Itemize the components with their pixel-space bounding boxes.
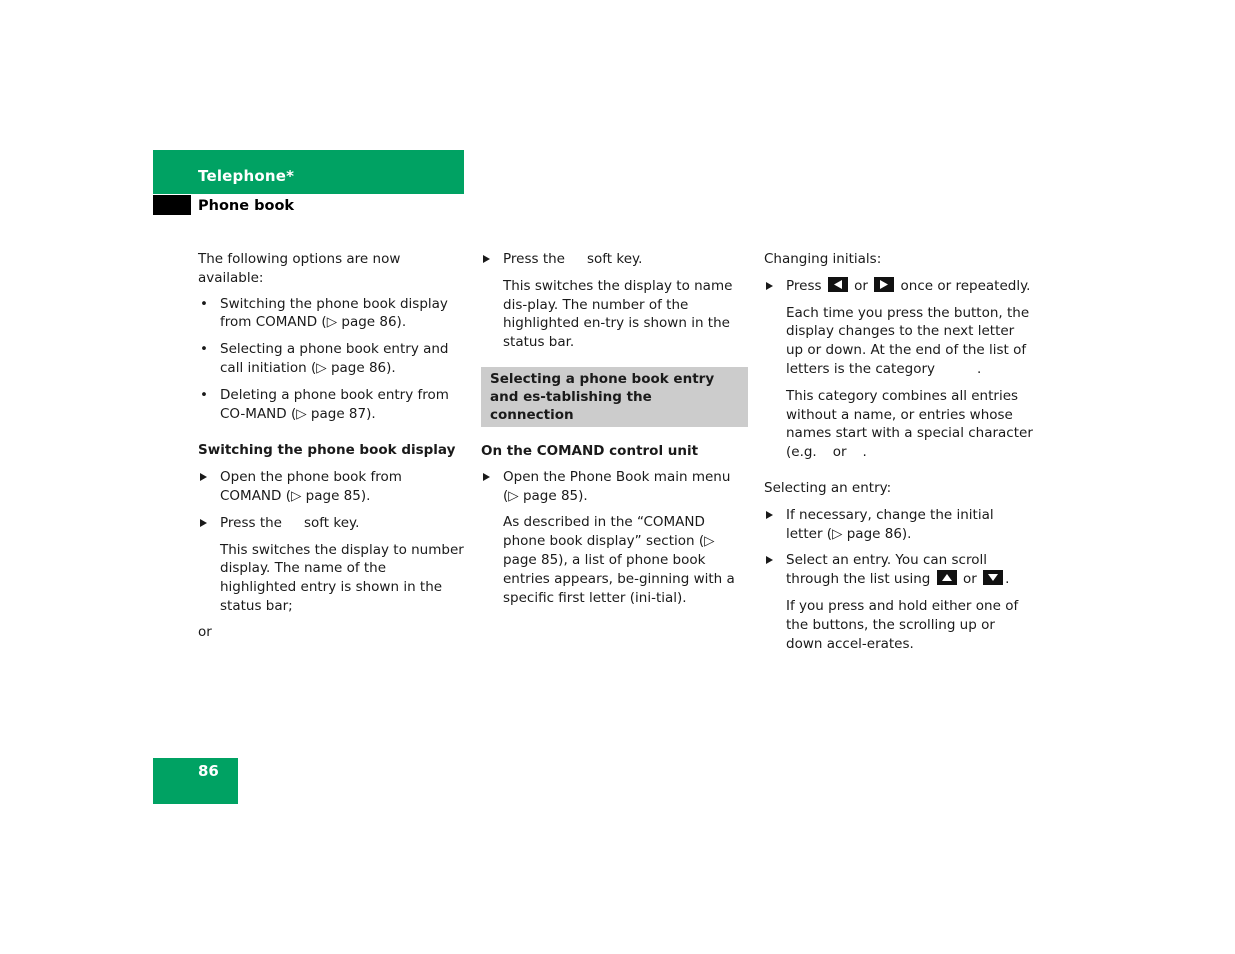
step-arrow-icon <box>483 473 490 481</box>
step-text-prefix: Select an entry. You can scroll through the list using <box>786 552 987 588</box>
instruction-step <box>764 551 1034 589</box>
step-text: Open the Phone Book main menu (▷ page 85). <box>503 468 731 504</box>
note-text: Each time you press the button, the display changes to the next letter up or down. At the end of the list of letters is the category <box>786 304 1030 377</box>
selecting-entry-label: Selecting an entry: <box>764 479 892 496</box>
step-text: Open the phone book from COMAND (▷ page 85). <box>220 469 402 504</box>
step-note: This switches the display to name dis-play. The number of the highlighted en-try is shown in the status bar. <box>503 277 733 351</box>
instruction-step <box>198 468 464 506</box>
instruction-step <box>198 514 464 533</box>
intro-text: The following options are now available: <box>198 251 401 286</box>
step-text-prefix: Press the <box>503 251 565 267</box>
step-text-end: . <box>1005 571 1010 588</box>
instruction-step <box>764 277 1034 296</box>
or-text: or <box>962 571 977 588</box>
step-arrow-icon <box>766 556 773 564</box>
instruction-step <box>481 250 747 269</box>
changing-initials-label: Changing initials: <box>764 251 882 267</box>
step-arrow-icon <box>766 282 773 290</box>
step-note: This switches the display to number display. The name of the highlighted entry is shown in the status bar; <box>220 541 464 614</box>
subsection-title: Phone book <box>198 198 295 214</box>
note-text-end: . <box>977 360 982 377</box>
down-arrow-key-icon <box>983 570 1003 585</box>
step-arrow-icon <box>766 511 773 519</box>
step-note <box>764 304 1034 379</box>
instruction-step <box>764 506 1034 544</box>
subsection-marker <box>153 195 191 215</box>
column-3 <box>764 250 1034 653</box>
step-text-suffix: once or repeatedly. <box>900 277 1031 294</box>
step-note <box>764 387 1034 462</box>
control-unit-heading: On the COMAND control unit <box>481 442 699 459</box>
note-text: This category combines all entries without a name, or entries whose names start with a special character (e.g. <box>786 387 1033 461</box>
bullet-item: • Selecting a phone book entry and call initiation (▷ page 86). <box>198 340 464 378</box>
step-note: As described in the “COMAND phone book display” section (▷ page 85), a list of phone book entries appears, be-ginning with a specific first letter (ini-tial). <box>503 514 735 606</box>
step-text: If necessary, change the initial letter (▷ page 86). <box>786 506 994 542</box>
up-arrow-key-icon <box>937 570 957 585</box>
step-text-prefix: Press the <box>220 514 282 531</box>
or-text: or <box>832 444 847 461</box>
or-text: or <box>198 623 212 640</box>
column-1 <box>198 250 464 642</box>
bullet-item: • Switching the phone book display from COMAND (▷ page 86). <box>198 295 464 333</box>
or-text: or <box>854 277 868 294</box>
step-text-prefix: Press <box>786 277 822 294</box>
column-2 <box>481 250 747 607</box>
section-title: Telephone* <box>198 167 295 185</box>
page-number: 86 <box>198 762 219 780</box>
section-heading: Switching the phone book display <box>198 442 456 459</box>
step-text-suffix: soft key. <box>586 251 643 267</box>
bullet-item: • Deleting a phone book entry from CO-MAND (▷ page 87). <box>198 386 464 424</box>
page-number-box <box>153 758 238 804</box>
step-note: If you press and hold either one of the buttons, the scrolling up or down accel-erates. <box>786 597 1019 652</box>
step-arrow-icon <box>200 473 207 481</box>
instruction-step <box>481 468 747 506</box>
step-arrow-icon <box>483 255 490 263</box>
step-arrow-icon <box>200 519 207 527</box>
step-text-suffix: soft key. <box>303 514 360 531</box>
note-text-end: . <box>862 444 867 461</box>
right-arrow-key-icon <box>874 277 894 292</box>
subsection-box-title: Selecting a phone book entry and es-tablishing the connection <box>481 367 748 427</box>
left-arrow-key-icon <box>828 277 848 292</box>
